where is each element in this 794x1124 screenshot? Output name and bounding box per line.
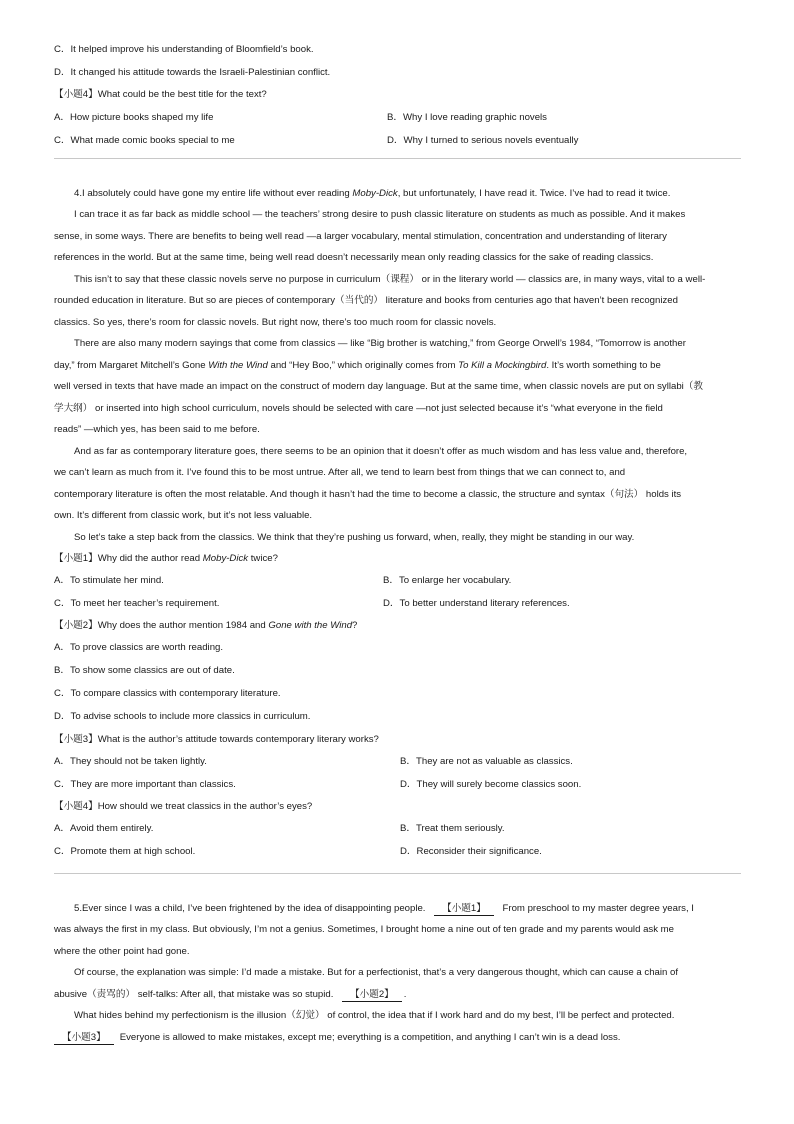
text-run: ? (352, 620, 358, 631)
s5-p3-line-1: What hides behind my perfectionism is the illusion（幻觉） of control, the idea that if I work hard and do my best, I’ll be perfect and protected. (74, 1010, 675, 1021)
book-title: Gone with the Wind (268, 620, 353, 631)
s5-p3-line-2 (54, 1031, 620, 1045)
text-run: . (403, 989, 407, 1000)
s4-q2-stem (54, 619, 357, 633)
s4-q3-stem: 【小题3】What is the author’s attitude towards contemporary literary works? (54, 734, 379, 745)
s5-p2-line-2 (54, 988, 406, 1002)
s4-p4-line-2 (54, 359, 661, 373)
book-title: With the Wind (208, 360, 268, 371)
s4-q3-option-d: D．They will surely become classics soon. (400, 779, 582, 790)
s4-q3-option-b: B．They are not as valuable as classics. (400, 756, 573, 767)
s4-p2-line-3: references in the world. But at the same time, being well read doesn’t necessarily mean only reading classics for the sake of reading classics. (54, 252, 654, 263)
s3-q4-option-b: B．Why I love reading graphic novels (387, 112, 547, 123)
s3-q4-stem: 【小题4】What could be the best title for the text? (54, 89, 267, 100)
s4-p5-line-4: own. It’s different from classic work, but it’s not less valuable. (54, 510, 313, 521)
book-title: Moby-Dick (202, 553, 249, 564)
s4-q1-option-a: A．To stimulate her mind. (54, 575, 164, 586)
s4-p5-line-2: we can’t learn as much from it. I’ve found this to be most untrue. After all, we tend to learn best from things that we can connect to, and (54, 467, 626, 478)
s5-p1-line-3: where the other point had gone. (54, 946, 190, 957)
text-run: 【小题2】Why does the author mention 1984 and (54, 620, 269, 631)
s4-p4-line-5: reads” —which yes, has been said to me before. (54, 424, 260, 435)
s3-q4-option-a: A．How picture books shaped my life (54, 112, 214, 123)
s5-p1-line-2: was always the first in my class. But obviously, I’m not a genius. Sometimes, I brought home a nine out of ten grade and my parents would ask me (54, 924, 674, 935)
s4-q3-option-a: A．They should not be taken lightly. (54, 756, 207, 767)
s4-p2-line-1: I can trace it as far back as middle school — the teachers’ strong desire to push classic literature on students as much as possible. And it makes (74, 209, 686, 220)
s4-q4-option-a: A．Avoid them entirely. (54, 823, 154, 834)
text-run: 4.I absolutely could have gone my entire life without ever reading (74, 188, 353, 199)
s4-q2-option-d: D．To advise schools to include more classics in curriculum. (54, 711, 311, 722)
s3-q4-option-d: D．Why I turned to serious novels eventually (387, 135, 579, 146)
s4-q3-option-c: C．They are more important than classics. (54, 779, 236, 790)
s3-q4-option-c: C．What made comic books special to me (54, 135, 235, 146)
s4-q4-option-b: B．Treat them seriously. (400, 823, 505, 834)
section-divider (54, 158, 741, 159)
book-title: To Kill a Mockingbird (458, 360, 547, 371)
s5-p2-line-1: Of course, the explanation was simple: I’d made a mistake. But for a perfectionist, that’s a very dangerous thought, which can cause a chain of (74, 967, 679, 978)
text-run: and “Hey Boo,” which originally comes from (267, 360, 459, 371)
s4-p3-line-1: This isn’t to say that these classic novels serve no purpose in curriculum（课程） or in the literary world — classics are, in many ways, vital to a well- (74, 274, 706, 285)
s4-q1-option-b: B．To enlarge her vocabulary. (383, 575, 512, 586)
text-run: day,” from Margaret Mitchell’s Gone (54, 360, 209, 371)
text-run: twice? (248, 553, 278, 564)
s4-paragraph-1 (74, 187, 670, 201)
s4-p4-line-4: 学大纲） or inserted into high school curriculum, novels should be selected with care —not just selected because it’s “what everyone in the field (54, 403, 663, 414)
text-run: abusive（责骂的） self-talks: After all, that mistake was so stupid. (54, 989, 334, 1000)
s4-q2-option-c: C．To compare classics with contemporary literature. (54, 688, 281, 699)
section-divider (54, 873, 741, 874)
text-run: 5.Ever since I was a child, I’ve been frightened by the idea of disappointing people. (74, 903, 426, 914)
s4-q1-stem (54, 552, 278, 566)
s4-p4-line-3: well versed in texts that have made an impact on the construct of modern day language. But at the same time, when classic novels are put on syllabi（教 (54, 381, 703, 392)
s4-q4-option-c: C．Promote them at high school. (54, 846, 196, 857)
s5-p1-line-1 (74, 902, 694, 916)
s4-p2-line-2: sense, in some ways. There are benefits to being well read —a larger vocabulary, mental stimulation, concentration and understanding of literary (54, 231, 667, 242)
s3-q3-option-c: C．It helped improve his understanding of Bloomfield’s book. (54, 44, 314, 55)
s4-q1-option-c: C．To meet her teacher’s requirement. (54, 598, 220, 609)
book-title: Moby-Dick (352, 188, 398, 199)
s4-q2-option-a: A．To prove classics are worth reading. (54, 642, 224, 653)
s4-p4-line-1: There are also many modern sayings that come from classics — like “Big brother is watching,” from George Orwell’s 1984, “Tomorrow is another (74, 338, 686, 349)
s4-p3-line-3: classics. So yes, there’s room for classic novels. But right now, there’s too much room for classic novels. (54, 317, 497, 328)
text-run: Everyone is allowed to make mistakes, except me; everything is a competition, and anything I can’t win is a dead loss. (119, 1032, 621, 1043)
s4-p5-line-1: And as far as contemporary literature goes, there seems to be an opinion that it doesn’t offer as much wisdom and has less value and, therefore, (74, 446, 688, 457)
text-run: 【小题1】Why did the author read (54, 553, 203, 564)
s4-p3-line-2: rounded education in literature. But so are pieces of contemporary（当代的） literature and books from centuries ago that haven’t been recognized (54, 295, 678, 306)
s4-q4-stem: 【小题4】How should we treat classics in the author’s eyes? (54, 801, 313, 812)
s4-q4-option-d: D．Reconsider their significance. (400, 846, 542, 857)
s3-q3-option-d: D．It changed his attitude towards the Israeli-Palestinian conflict. (54, 67, 331, 78)
answer-blank-3[interactable]: 【小题3】 (54, 1032, 114, 1045)
s4-paragraph-6: So let’s take a step back from the classics. We think that they’re pushing us forward, when, really, they might be standing in our way. (74, 532, 635, 543)
text-run: , but unfortunately, I have read it. Twice. I’ve had to read it twice. (397, 188, 671, 199)
answer-blank-1[interactable]: 【小题1】 (434, 903, 494, 916)
s4-p5-line-3: contemporary literature is often the most relatable. And though it hasn’t had the time to become a classic, the structure and syntax（句法） holds its (54, 489, 682, 500)
s4-q1-option-d: D．To better understand literary references. (383, 598, 570, 609)
text-run: . It’s worth something to be (546, 360, 661, 371)
s4-q2-option-b: B．To show some classics are out of date. (54, 665, 235, 676)
answer-blank-2[interactable]: 【小题2】 (342, 989, 402, 1002)
text-run: From preschool to my master degree years, I (502, 903, 694, 914)
